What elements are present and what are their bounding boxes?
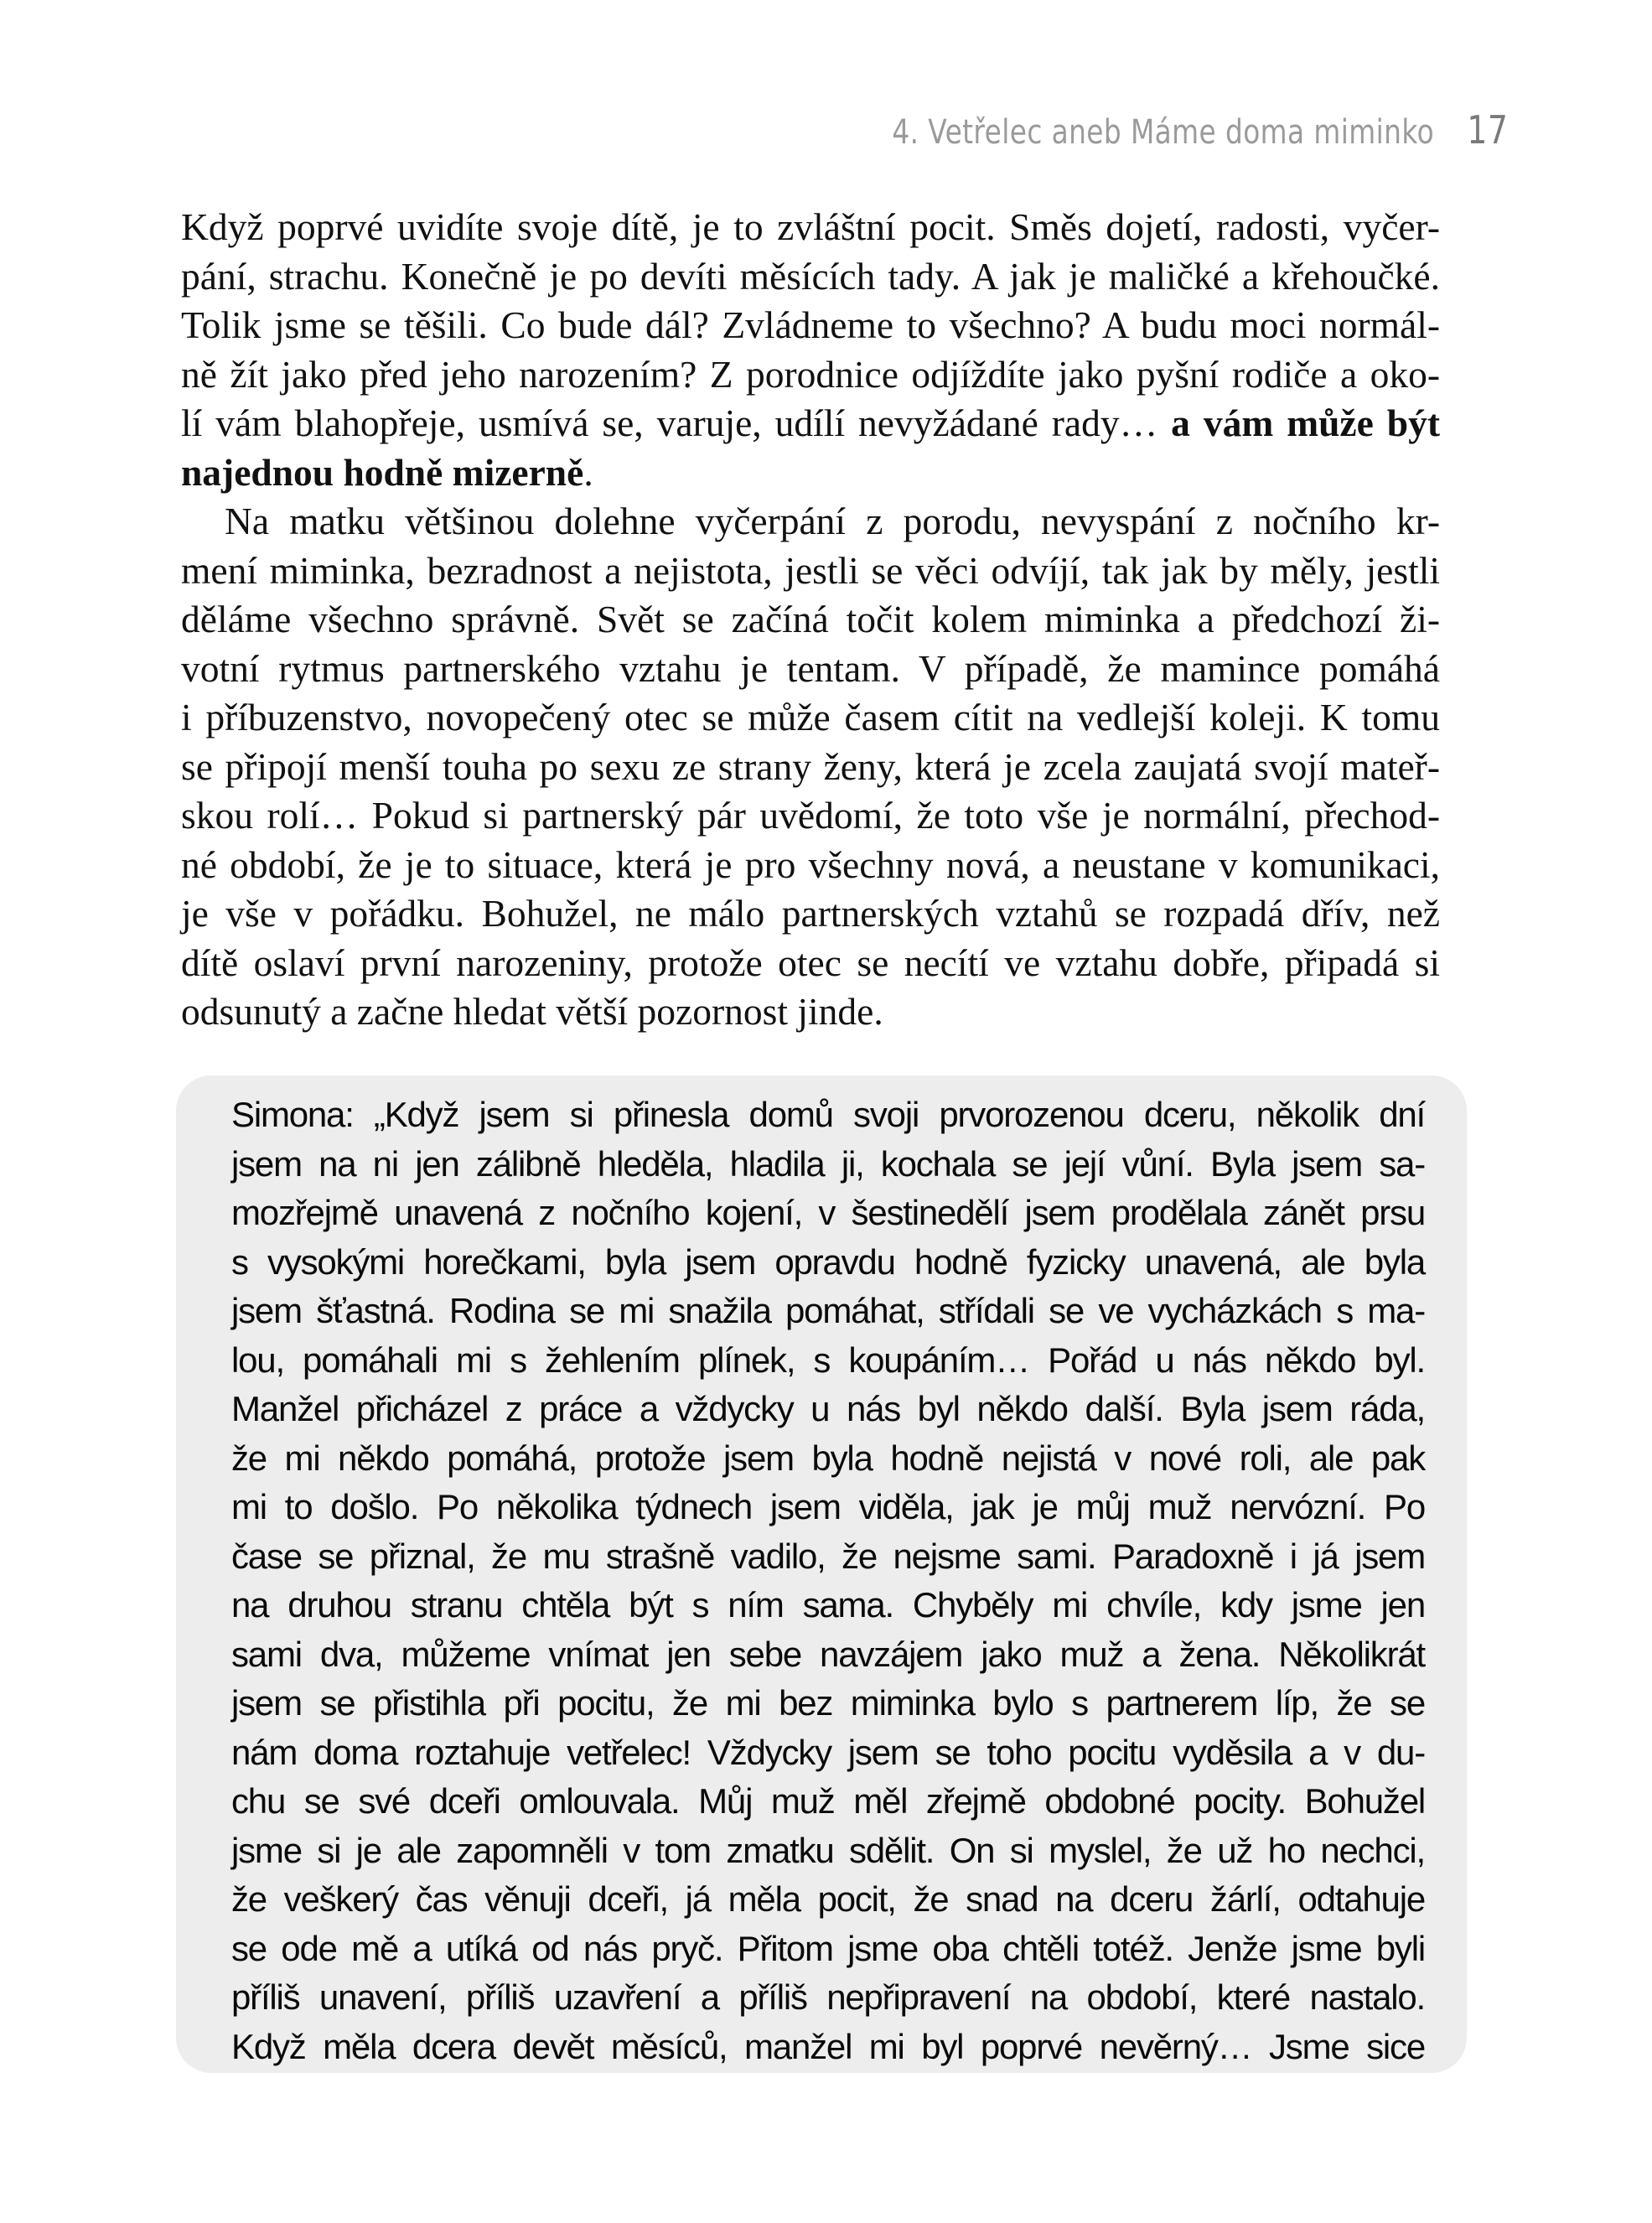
page-number: 17	[1467, 107, 1508, 153]
text-line: lou, pomáhali mi s žehlením plínek, s koupáním… Pořád u nás někdo byl.	[231, 1340, 1425, 1380]
text-line: Když měla dcera devět měsíců, manžel mi byl poprvé nevěrný… Jsme sice	[231, 2026, 1425, 2066]
text-line: Na matku většinou dolehne vyčerpání z porodu, nevyspání z nočního kr-	[225, 500, 1440, 542]
text-line: že mi někdo pomáhá, protože jsem byla hodně nejistá v nové roli, ale pak	[231, 1438, 1425, 1478]
testimonial-text	[231, 1091, 1425, 2071]
text-line: chu se své dceři omlouvala. Můj muž měl zřejmě obdobné pocity. Bohužel	[231, 1781, 1425, 1821]
text-line: se připojí menší touha po sexu ze strany ženy, která je zcela zaujatá svojí mateř-	[181, 744, 1440, 788]
emphasis-text: najednou hodně mizerně	[181, 450, 584, 494]
text-run: lí vám blahopřeje, usmívá se, varuje, udílí nevyžádané rady…	[181, 402, 1172, 444]
text-line: že veškerý čas věnuji dceři, já měla pocit, že snad na dceru žárlí, odtahuje	[231, 1879, 1425, 1919]
text-line: nám doma roztahuje vetřelec! Vždycky jsem se toho pocitu vyděsila a v du-	[231, 1732, 1425, 1772]
text-line: né období, že je to situace, která je pro všechny nová, a neustane v komunikaci,	[181, 842, 1440, 886]
text-line: mozřejmě unavená z nočního kojení, v šestinedělí jsem prodělala zánět prsu	[231, 1193, 1425, 1232]
text-line: Simona: „Když jsem si přinesla domů svoji prvorozenou dceru, několik dní	[231, 1095, 1425, 1134]
text-line: votní rytmus partnerského vztahu je tentam. V případě, že mamince pomáhá	[181, 646, 1440, 690]
text-line: mi to došlo. Po několika týdnech jsem viděla, jak je můj muž nervózní. Po	[231, 1487, 1425, 1526]
text-line: s vysokými horečkami, byla jsem opravdu hodně fyzicky unavená, ale byla	[231, 1241, 1425, 1282]
text-line: příliš unavení, příliš uzavření a příliš nepřipravení na období, které nastalo.	[231, 1977, 1425, 2017]
text-line: jsem šťastná. Rodina se mi snažila pomáhat, střídali se ve vycházkách s ma-	[231, 1291, 1425, 1330]
text-line: jsem na ni jen zálibně hleděla, hladila ji, kochala se její vůní. Byla jsem sa-	[231, 1143, 1425, 1184]
chapter-title: 4. Vetřelec aneb Máme doma miminko	[892, 113, 1434, 152]
text-line: čase se přiznal, že mu strašně vadilo, že nejsme sami. Paradoxně i já jsem	[231, 1536, 1425, 1576]
text-run: .	[583, 450, 593, 494]
text-line: se ode mě a utíká od nás pryč. Přitom jsme oba chtěli totéž. Jenže jsme byli	[231, 1928, 1425, 1968]
text-line: Manžel přicházel z práce a vždycky u nás byl někdo další. Byla jsem ráda,	[231, 1389, 1425, 1428]
text-line	[181, 399, 1440, 448]
running-head	[892, 107, 1508, 153]
text-line: jsem se přistihla při pocitu, že mi bez miminka bylo s partnerem líp, že se	[231, 1683, 1425, 1723]
text-line: jsme si je ale zapomněli v tom zmatku sdělit. On si myslel, že už ho nechci,	[231, 1830, 1425, 1870]
text-line: odsunutý a začne hledat větší pozornost jinde.	[181, 990, 883, 1033]
text-line: na druhou stranu chtěla být s ním sama. Chyběly mi chvíle, kdy jsme jen	[231, 1585, 1425, 1624]
text-line: dítě oslaví první narozeniny, protože otec se necítí ve vztahu dobře, připadá si	[181, 940, 1440, 984]
text-line: Když poprvé uvidíte svoje dítě, je to zvláštní pocit. Směs dojetí, radosti, vyčer-	[181, 205, 1440, 248]
paragraph-2	[181, 497, 1440, 1037]
text-line: i příbuzenstvo, novopečený otec se může časem cítit na vedlejší koleji. K tomu	[181, 696, 1440, 738]
text-line: Tolik jsme se těšili. Co bude dál? Zvládneme to všechno? A budu moci normál-	[181, 303, 1440, 346]
text-line: pání, strachu. Konečně je po devíti měsících tady. A jak je maličké a křehoučké.	[181, 254, 1440, 298]
paragraph-1	[181, 203, 1440, 497]
text-line: skou rolí… Pokud si partnerský pár uvědomí, že toto vše je normální, přechod-	[181, 794, 1440, 837]
text-line: mení miminka, bezradnost a nejistota, jestli se věci odvíjí, tak jak by měly, jestli	[181, 548, 1440, 592]
text-line	[181, 448, 1440, 498]
text-line: děláme všechno správně. Svět se začíná točit kolem miminka a předchozí ži-	[181, 598, 1440, 640]
emphasis-text: a vám může být	[1171, 402, 1440, 444]
text-line: sami dva, můžeme vnímat jen sebe navzájem jako muž a žena. Několikrát	[231, 1634, 1425, 1674]
body-text	[181, 203, 1440, 1037]
text-line: ně žít jako před jeho narozením? Z porodnice odjíždíte jako pyšní rodiče a oko-	[181, 352, 1440, 396]
text-line: je vše v pořádku. Bohužel, ne málo partnerských vztahů se rozpadá dřív, než	[181, 892, 1440, 935]
